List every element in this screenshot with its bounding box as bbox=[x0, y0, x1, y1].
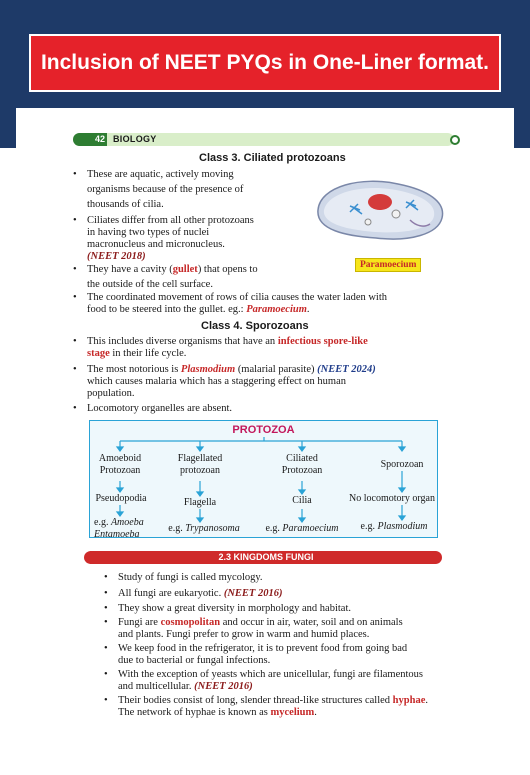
c3-bullet-3: • They have a cavity (gullet) that opens to bbox=[87, 263, 258, 277]
fungi-bullet-3: • They show a great diversity in morphology and habitat. bbox=[118, 602, 351, 616]
header-ring-icon bbox=[450, 135, 460, 145]
promo-banner bbox=[29, 34, 501, 92]
page-number: 42 bbox=[73, 133, 107, 146]
fungi-bullet-5: • We keep food in the refrigerator, it is to prevent food from going bad bbox=[118, 643, 407, 655]
class4-heading: Class 4. Sporozoans bbox=[201, 320, 309, 332]
paramoecium-illustration bbox=[310, 168, 450, 248]
fungi-bullet-2: • All fungi are eukaryotic. (NEET 2016) bbox=[118, 587, 282, 601]
c4-bullet-3: • Locomotory organelles are absent. bbox=[87, 402, 232, 416]
c4-bullet-1: • This includes diverse organisms that have an infectious spore-like bbox=[87, 336, 368, 348]
c4-bullet-2: • The most notorious is Plasmodium (malarial parasite) (NEET 2024) bbox=[87, 364, 376, 376]
fungi-bullet-4: • Fungi are cosmopolitan and occur in air, water, soil and on animals bbox=[118, 617, 403, 629]
protozoa-title: PROTOZOA bbox=[232, 424, 295, 436]
fungi-heading: 2.3 KINGDOMS FUNGI bbox=[218, 552, 314, 562]
fungi-bullet-1: • Study of fungi is called mycology. bbox=[118, 571, 263, 585]
pyq-2018: (NEET 2018) bbox=[87, 251, 146, 262]
banner-text: Inclusion of NEET PYQs in One-Liner format. bbox=[40, 51, 490, 74]
c3-bullet-2: • Ciliates differ from all other protozoans bbox=[87, 215, 254, 227]
protozoa-chart: PROTOZOA Amoeboid Protozoan Pseudopodia e.g. Amoeba Entamoeba Flagellated protozoan Flagella e.g. Trypanosoma Ciliated Protozoan Cilia e.g. Paramoecium Sporozoan No locomotory organ e.g. Plasmodium bbox=[89, 420, 438, 538]
fungi-bullet-7: • Their bodies consist of long, slender thread-like structures called hyphae. bbox=[118, 695, 428, 707]
page-header bbox=[73, 133, 454, 147]
fungi-bullet-6: • With the exception of yeasts which are unicellular, fungi are filamentous bbox=[118, 669, 423, 681]
c3-bullet-4: • The coordinated movement of rows of cilia causes the water laden with bbox=[87, 292, 387, 304]
fungi-heading-bar bbox=[90, 551, 442, 564]
class3-heading: Class 3. Ciliated protozoans bbox=[199, 152, 346, 164]
subject-label: BIOLOGY bbox=[113, 134, 157, 144]
paramoecium-label: Paramoecium bbox=[355, 258, 421, 272]
c3-bullet-1: • These are aquatic, actively moving bbox=[87, 168, 234, 182]
